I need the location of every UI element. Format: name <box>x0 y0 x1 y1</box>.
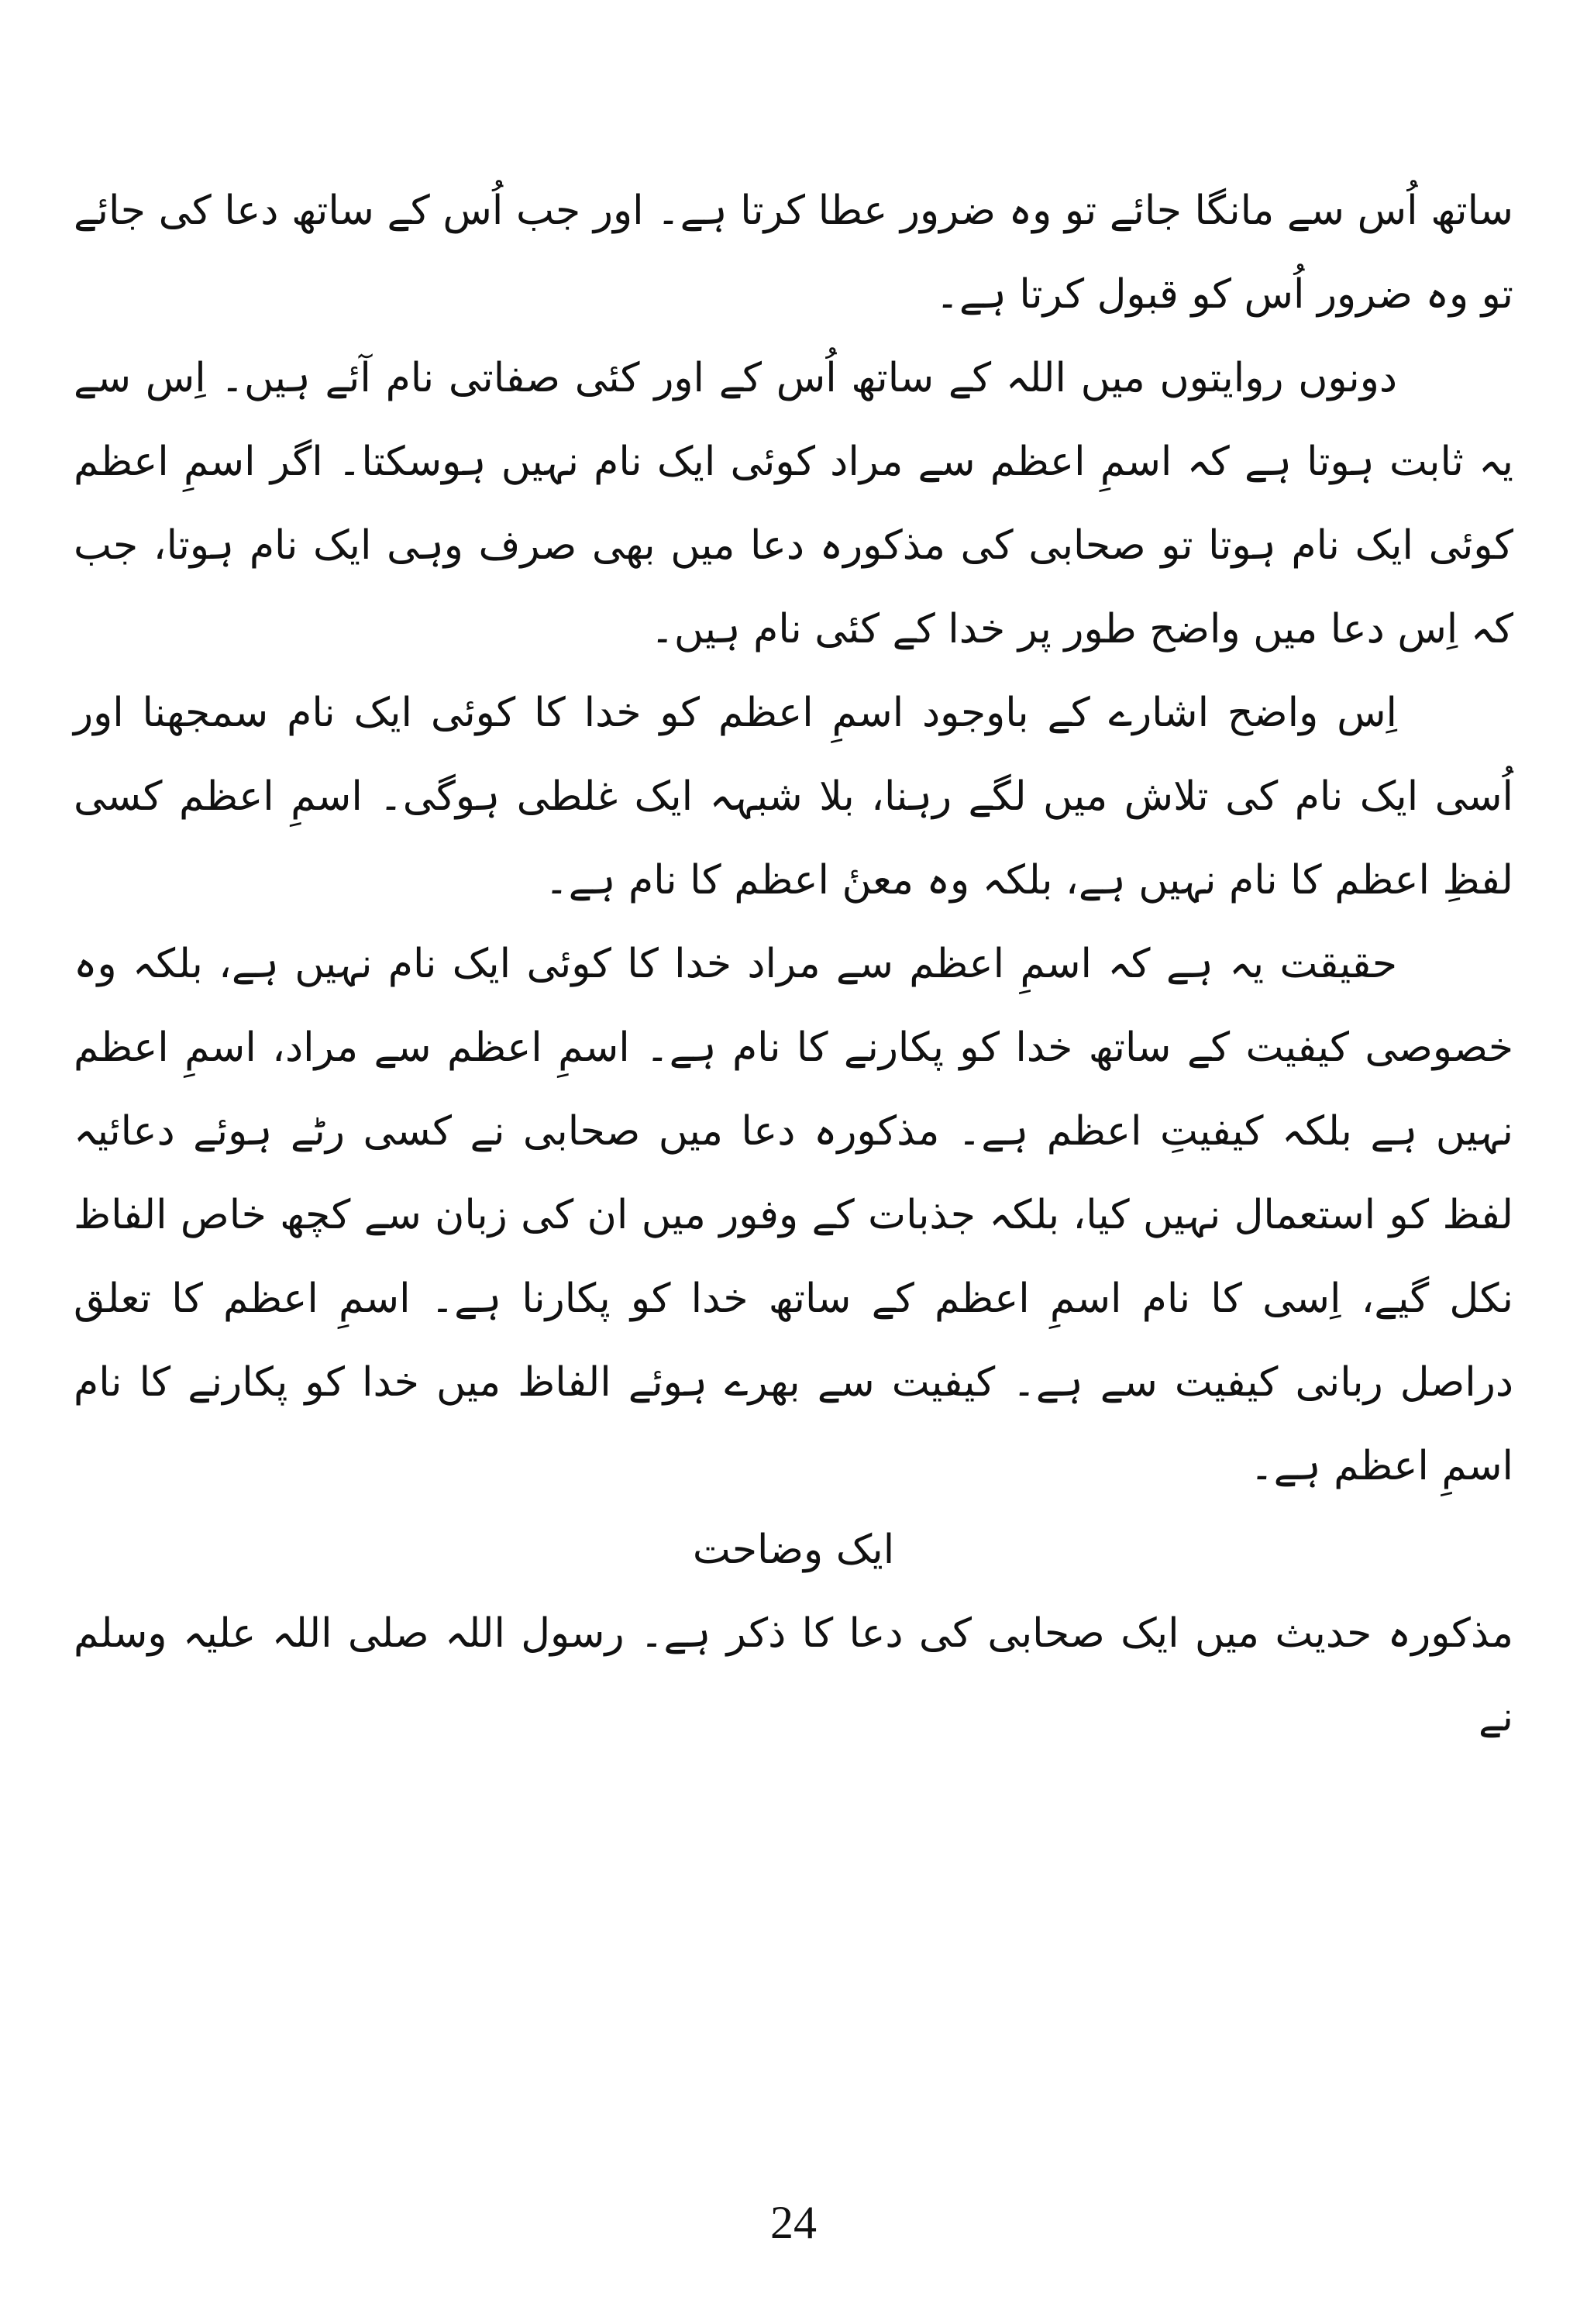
paragraph-names-in-narrations: دونوں روایتوں میں اللہ کے ساتھ اُس کے اور کئی صفاتی نام آئے ہیں۔ اِس سے یہ ثابت ہوتا ہے کہ اسمِ اعظم سے مراد کوئی ایک نام نہیں ہوسکتا۔ اگر اسمِ اعظم کوئی ایک نام ہوتا تو صحابی کی مذکورہ دعا میں بھی صرف وہی ایک نام ہوتا، جب کہ اِس دعا میں واضح طور پر خدا کے کئی نام ہیں۔ <box>74 355 1513 652</box>
paragraph-clear-indication: اِس واضح اشارے کے باوجود اسمِ اعظم کو خدا کا کوئی ایک نام سمجھنا اور اُسی ایک نام کی تلاش میں لگے رہنا، بلا شبہہ ایک غلطی ہوگی۔ اسمِ اعظم کسی لفظِ اعظم کا نام نہیں ہے، بلکہ وہ معنٔ اعظم کا نام ہے۔ <box>74 690 1513 904</box>
page-body <box>74 169 1513 1759</box>
section-heading: ایک وضاحت <box>692 1527 895 1573</box>
page-number: 24 <box>770 2197 817 2248</box>
paragraph-continuation: ساتھ اُس سے مانگا جائے تو وہ ضرور عطا کرتا ہے۔ اور جب اُس کے ساتھ دعا کی جائے تو وہ ضرور اُس کو قبول کرتا ہے۔ <box>74 188 1513 318</box>
paragraph-closing: مذکورہ حدیث میں ایک صحابی کی دعا کا ذکر ہے۔ رسول اللہ صلی اللہ علیہ وسلم نے <box>74 1610 1513 1740</box>
paragraph-reality: حقیقت یہ ہے کہ اسمِ اعظم سے مراد خدا کا کوئی ایک نام نہیں ہے، بلکہ وہ خصوصی کیفیت کے ساتھ خدا کو پکارنے کا نام ہے۔ اسمِ اعظم سے مراد، اسمِ اعظم نہیں ہے بلکہ کیفیتِ اعظم ہے۔ مذکورہ دعا میں صحابی نے کسی رٹے ہوئے دعائیہ لفظ کو استعمال نہیں کیا، بلکہ جذبات کے وفور میں ان کی زبان سے کچھ خاص الفاظ نکل گیے، اِسی کا نام اسمِ اعظم کے ساتھ خدا کو پکارنا ہے۔ اسمِ اعظم کا تعلق دراصل ربانی کیفیت سے ہے۔ کیفیت سے بھرے ہوئے الفاظ میں خدا کو پکارنے کا نام اسمِ اعظم ہے۔ <box>74 941 1513 1489</box>
